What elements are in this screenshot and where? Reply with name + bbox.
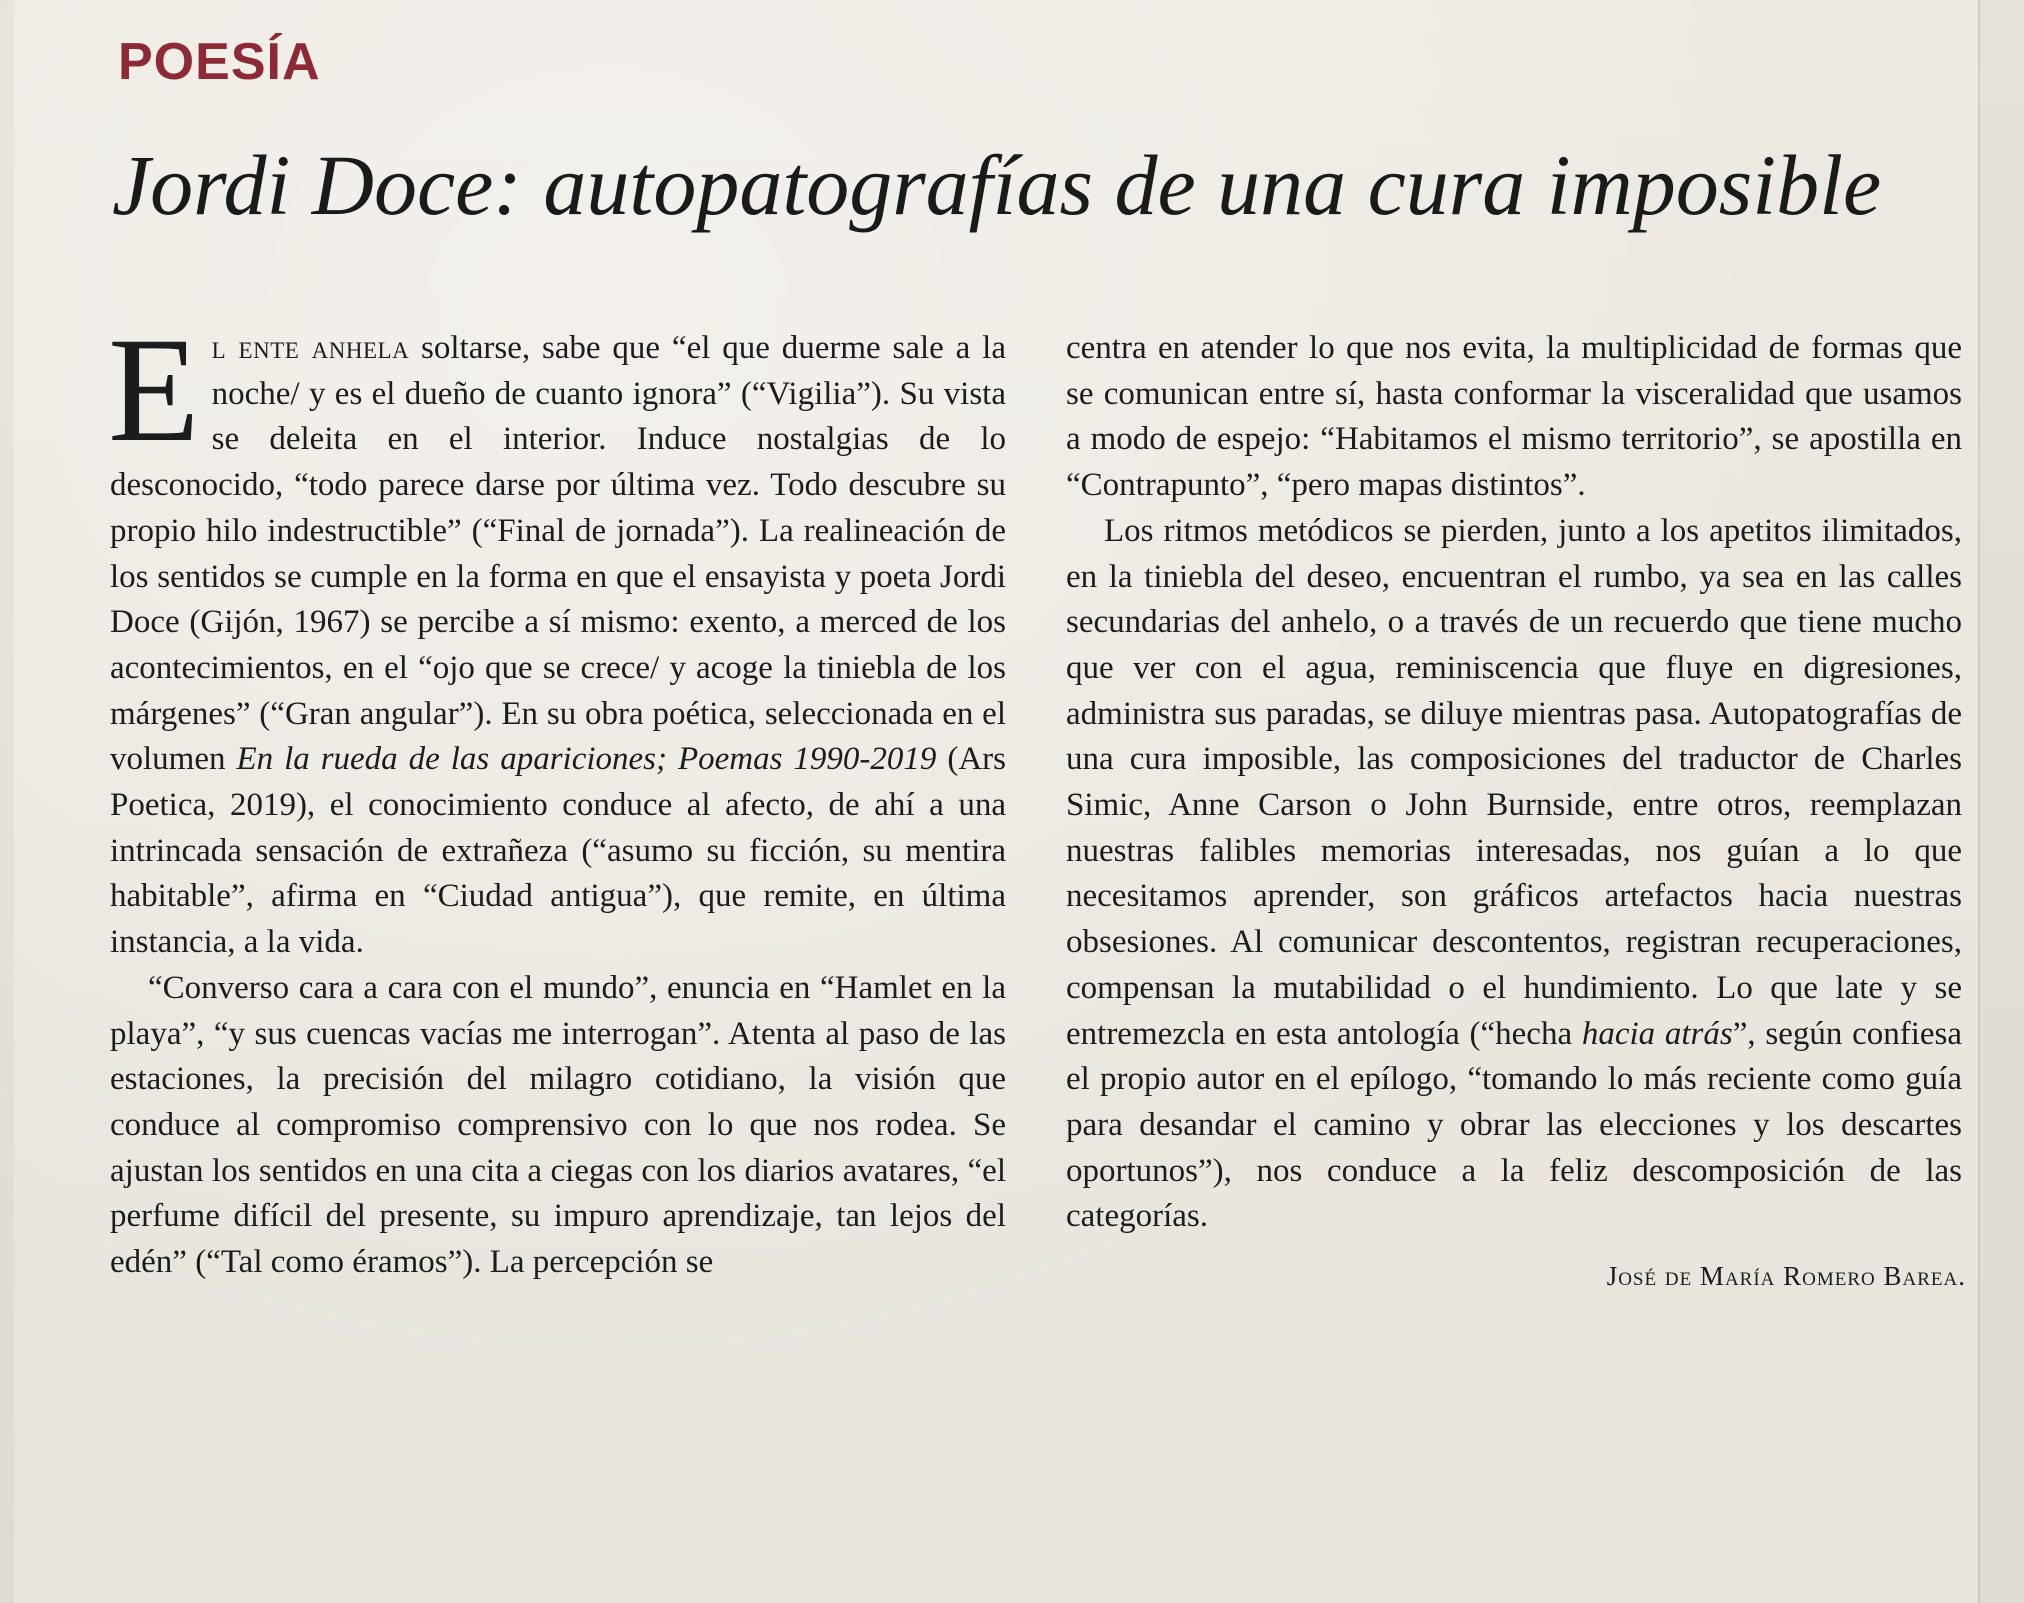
paragraph-2-part-1: “Converso cara a cara con el mundo”, enuncia en “Hamlet en la playa”, “y sus cuencas vacías me interrogan”. Atenta al paso de las estaciones, la precisión del milagro cotidiano, la visión que conduce al compromiso comprensivo con lo que nos rodea. Se ajustan los sentidos en una cita a ciegas con los diarios avatares, “el perfume difícil del presente, su impuro aprendizaje, tan lejos del edén” (“Tal como éramos”). La percepción se [110, 969, 1006, 1281]
left-column [108, 307, 1007, 1286]
author-name: José de María Romero Barea. [1606, 1261, 1966, 1292]
paragraph-1-text-a: soltarse, sabe que “el que duerme sale a la noche/ y es el dueño de cuanto ignora” (“Vigilia”). Su vista se deleita en el interior. Induce nostalgias de lo desconocido, “todo parece darse por última vez. Todo descubre su propio hilo indestructible” (“Final de jornada”). La realineación de los sentidos se cumple en la forma en que el ensayista y poeta Jordi Doce (Gijón, 1967) se percibe a sí mismo: exento, a merced de los acontecimientos, en el “ojo que se crece/ y acoge la tiniebla de los márgenes” (“Gran angular”). En su obra poética, seleccionada en el volumen [110, 330, 1006, 778]
article-title: Jordi Doce: autopatografías de una cura imposible [112, 137, 1882, 233]
paragraph-1-text-b: (Ars Poetica, 2019), el conocimiento conduce al afecto, de ahí a una intrincada sensación de extrañeza (“asumo su ficción, su mentira habitable”, afirma en “Ciudad antigua”), que remite, en última instancia, a la vida. [110, 741, 1007, 961]
paragraph-3-text-b: ”, según confiesa el propio autor en el epílogo, “tomando lo más reciente como guía para desandar el camino y obrar las elecciones y los descartes oportunos”), nos conduce a la feliz descomposición de las categorías. [1066, 1015, 1963, 1235]
italic-phrase: hacia atrás [1581, 1015, 1733, 1052]
right-page-edge [1978, 0, 2024, 1603]
drop-cap: E [108, 307, 200, 473]
paragraph-1 [108, 307, 1007, 966]
opening-small-caps: l ente anhela [211, 330, 410, 366]
book-title: En la rueda de las apariciones; Poemas 1990-2019 [236, 741, 937, 778]
right-column [1066, 326, 1966, 1300]
left-page-edge [0, 0, 14, 1603]
paragraph-3 [1066, 509, 1962, 1240]
author-byline [1066, 1254, 1966, 1300]
paragraph-3-text-a: Los ritmos metódicos se pierden, junto a los apetitos ilimitados, en la tiniebla del deseo, encuentran el rumbo, ya sea en las calles secundarias del anhelo, o a través de un recuerdo que tiene mucho que ver con el agua, reminiscencia que fluye en digresiones, administra sus paradas, se diluye mientras pasa. Autopatografías de una cura imposible, las composiciones del traductor de Charles Simic, Anne Carson o John Burnside, entre otros, reemplazan nuestras falibles memorias interesadas, nos guían a lo que necesitamos aprender, son gráficos artefactos hacia nuestras obsesiones. Al comunicar descontentos, registran recuperaciones, compensan la mutabilidad o el hundimiento. Lo que late y se entremezcla en esta antología (“hecha [1066, 512, 1962, 1052]
paragraph-2-part-2: centra en atender lo que nos evita, la multiplicidad de formas que se comunican entre sí, hasta conformar la visceralidad que usamos a modo de espejo: “Habitamos el mismo territorio”, se apostilla en “Contrapunto”, “pero mapas distintos”. [1066, 330, 1962, 504]
section-label: POESÍA [118, 33, 321, 91]
